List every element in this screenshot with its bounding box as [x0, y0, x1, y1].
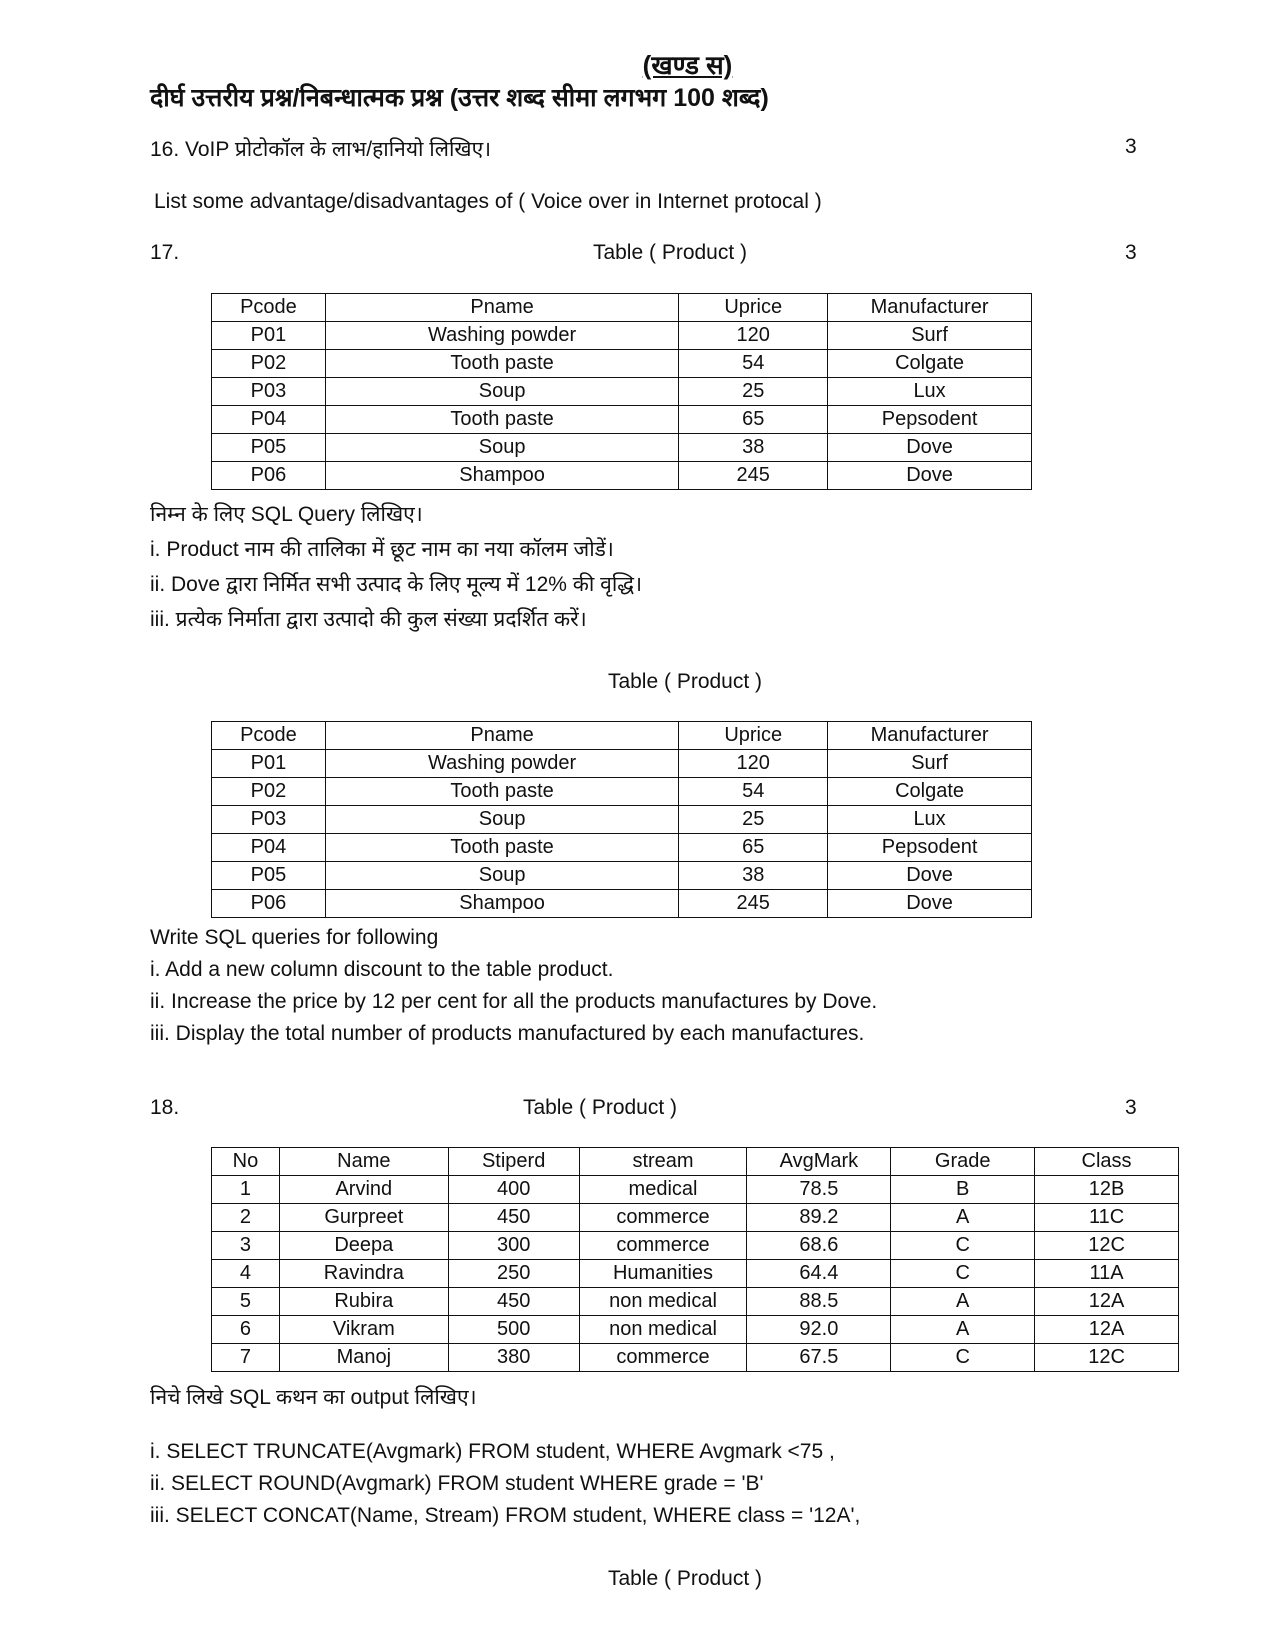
table-cell: Gurpreet — [279, 1204, 448, 1232]
q18-item: i. SELECT TRUNCATE(Avgmark) FROM student, WHERE Avgmark <75 , — [150, 1440, 835, 1463]
table-cell: 68.6 — [747, 1232, 891, 1260]
q17-product-table — [211, 293, 1032, 490]
table-cell: Pepsodent — [828, 834, 1032, 862]
column-header: stream — [579, 1148, 747, 1176]
table-cell: Lux — [828, 806, 1032, 834]
q17-english-item: ii. Increase the price by 12 per cent for all the products manufactures by Dove. — [150, 990, 878, 1013]
table-cell: commerce — [579, 1232, 747, 1260]
q17-hindi-item: ii. Dove द्वारा निर्मित सभी उत्पाद के लिए मूल्य में 12% की वृद्धि। — [150, 573, 643, 596]
table-cell: P01 — [212, 322, 326, 350]
table-row — [212, 378, 1032, 406]
table-cell: Surf — [828, 322, 1032, 350]
table-cell: A — [891, 1316, 1035, 1344]
table-cell: B — [891, 1176, 1035, 1204]
table-cell: 6 — [212, 1316, 280, 1344]
q18-hindi-intro: निचे लिखे SQL कथन का output लिखिए। — [150, 1386, 477, 1409]
table-cell: Colgate — [828, 778, 1032, 806]
table-cell: Colgate — [828, 350, 1032, 378]
table-cell: C — [891, 1260, 1035, 1288]
table-cell: 54 — [679, 778, 828, 806]
table-cell: 11A — [1035, 1260, 1179, 1288]
q16-english: List some advantage/disadvantages of ( Voice over in Internet protocal ) — [154, 190, 822, 213]
q18-marks: 3 — [1125, 1096, 1137, 1119]
table-cell: A — [891, 1288, 1035, 1316]
section-heading: दीर्घ उत्तरीय प्रश्न/निबन्धात्मक प्रश्न (उत्तर शब्द सीमा लगभग 100 शब्द) — [150, 84, 769, 112]
table-row — [212, 462, 1032, 490]
table-cell: 12B — [1035, 1176, 1179, 1204]
q16-marks: 3 — [1125, 135, 1137, 158]
table-cell: Humanities — [579, 1260, 747, 1288]
table-cell: Pepsodent — [828, 406, 1032, 434]
table-cell: 54 — [679, 350, 828, 378]
column-header: Manufacturer — [828, 722, 1032, 750]
table-row — [212, 750, 1032, 778]
table-cell: C — [891, 1344, 1035, 1372]
table-cell: 120 — [679, 750, 828, 778]
table-row — [212, 1232, 1179, 1260]
table-row — [212, 834, 1032, 862]
table-cell: 25 — [679, 378, 828, 406]
table-cell: Soup — [325, 862, 678, 890]
table-cell: 65 — [679, 834, 828, 862]
table-cell: C — [891, 1232, 1035, 1260]
table-cell: P02 — [212, 778, 326, 806]
table-cell: 450 — [448, 1204, 579, 1232]
table-cell: Vikram — [279, 1316, 448, 1344]
table-cell: P04 — [212, 406, 326, 434]
table-cell: 120 — [679, 322, 828, 350]
table-cell: non medical — [579, 1316, 747, 1344]
q17-hindi-intro: निम्न के लिए SQL Query लिखिए। — [150, 503, 423, 526]
q17-product-table-english — [211, 721, 1032, 918]
table-row — [212, 890, 1032, 918]
table-cell: P06 — [212, 462, 326, 490]
table-cell: 78.5 — [747, 1176, 891, 1204]
q18-student-table — [211, 1147, 1179, 1372]
q18-item: iii. SELECT CONCAT(Name, Stream) FROM student, WHERE class = '12A', — [150, 1504, 861, 1527]
column-header: Stiperd — [448, 1148, 579, 1176]
table-cell: Dove — [828, 890, 1032, 918]
q16-hindi: 16. VoIP प्रोटोकॉल के लाभ/हानियो लिखिए। — [150, 138, 492, 161]
table-cell: 7 — [212, 1344, 280, 1372]
section-title: (खण्ड स) — [642, 50, 733, 80]
table-cell: P05 — [212, 434, 326, 462]
table-cell: Soup — [325, 434, 678, 462]
table-cell: Deepa — [279, 1232, 448, 1260]
q17-english-intro: Write SQL queries for following — [150, 926, 439, 949]
table-cell: Tooth paste — [325, 834, 678, 862]
table-cell: 12A — [1035, 1316, 1179, 1344]
table-cell: 92.0 — [747, 1316, 891, 1344]
table-cell: Ravindra — [279, 1260, 448, 1288]
table-cell: Washing powder — [325, 750, 678, 778]
table-cell: Dove — [828, 462, 1032, 490]
column-header: Manufacturer — [828, 294, 1032, 322]
table-cell: Rubira — [279, 1288, 448, 1316]
table-cell: 250 — [448, 1260, 579, 1288]
table-cell: 12C — [1035, 1232, 1179, 1260]
table-cell: 245 — [679, 890, 828, 918]
table-cell: 64.4 — [747, 1260, 891, 1288]
column-header: Pname — [325, 722, 678, 750]
q17-table2-title: Table ( Product ) — [607, 670, 763, 693]
q17-english-item: i. Add a new column discount to the table product. — [150, 958, 614, 981]
table-cell: 450 — [448, 1288, 579, 1316]
table-cell: 89.2 — [747, 1204, 891, 1232]
q18-table2-title: Table ( Product ) — [607, 1567, 763, 1590]
table-cell: Soup — [325, 806, 678, 834]
table-row — [212, 1260, 1179, 1288]
table-cell: 400 — [448, 1176, 579, 1204]
q17-table-title: Table ( Product ) — [592, 241, 748, 264]
table-row — [212, 862, 1032, 890]
table-cell: 1 — [212, 1176, 280, 1204]
table-cell: Tooth paste — [325, 406, 678, 434]
q18-number: 18. — [150, 1096, 180, 1119]
table-cell: 67.5 — [747, 1344, 891, 1372]
column-header: Pcode — [212, 722, 326, 750]
table-row — [212, 1288, 1179, 1316]
table-cell: Soup — [325, 378, 678, 406]
column-header: Pname — [325, 294, 678, 322]
table-header-row — [212, 294, 1032, 322]
q17-hindi-item: iii. प्रत्येक निर्माता द्वारा उत्पादो की कुल संख्या प्रदर्शित करें। — [150, 608, 587, 631]
table-cell: non medical — [579, 1288, 747, 1316]
q17-marks: 3 — [1125, 241, 1137, 264]
column-header: No — [212, 1148, 280, 1176]
table-row — [212, 1344, 1179, 1372]
table-cell: P06 — [212, 890, 326, 918]
q18-table-title: Table ( Product ) — [522, 1096, 678, 1119]
table-header-row — [212, 722, 1032, 750]
table-cell: Dove — [828, 862, 1032, 890]
column-header: Pcode — [212, 294, 326, 322]
table-cell: Lux — [828, 378, 1032, 406]
table-cell: P02 — [212, 350, 326, 378]
table-cell: 3 — [212, 1232, 280, 1260]
table-cell: 245 — [679, 462, 828, 490]
q17-english-item: iii. Display the total number of products manufactured by each manufactures. — [150, 1022, 865, 1045]
column-header: Uprice — [679, 294, 828, 322]
table-cell: A — [891, 1204, 1035, 1232]
table-cell: 38 — [679, 862, 828, 890]
table-row — [212, 322, 1032, 350]
table-cell: Arvind — [279, 1176, 448, 1204]
table-cell: 88.5 — [747, 1288, 891, 1316]
q18-item: ii. SELECT ROUND(Avgmark) FROM student WHERE grade = 'B' — [150, 1472, 764, 1495]
table-cell: Dove — [828, 434, 1032, 462]
table-row — [212, 350, 1032, 378]
q17-number: 17. — [150, 241, 180, 264]
table-cell: commerce — [579, 1204, 747, 1232]
table-cell: Surf — [828, 750, 1032, 778]
table-cell: 380 — [448, 1344, 579, 1372]
table-cell: 500 — [448, 1316, 579, 1344]
table-cell: Shampoo — [325, 890, 678, 918]
table-row — [212, 406, 1032, 434]
table-row — [212, 1316, 1179, 1344]
table-cell: 2 — [212, 1204, 280, 1232]
table-row — [212, 1176, 1179, 1204]
column-header: Class — [1035, 1148, 1179, 1176]
table-cell: P05 — [212, 862, 326, 890]
table-row — [212, 806, 1032, 834]
q17-hindi-item: i. Product नाम की तालिका में छूट नाम का नया कॉलम जोडें। — [150, 538, 614, 561]
table-header-row — [212, 1148, 1179, 1176]
table-cell: Manoj — [279, 1344, 448, 1372]
table-cell: 4 — [212, 1260, 280, 1288]
table-cell: P03 — [212, 806, 326, 834]
table-cell: commerce — [579, 1344, 747, 1372]
column-header: AvgMark — [747, 1148, 891, 1176]
table-cell: medical — [579, 1176, 747, 1204]
table-cell: P04 — [212, 834, 326, 862]
table-cell: P01 — [212, 750, 326, 778]
table-row — [212, 1204, 1179, 1232]
table-cell: 12A — [1035, 1288, 1179, 1316]
column-header: Grade — [891, 1148, 1035, 1176]
column-header: Uprice — [679, 722, 828, 750]
table-row — [212, 778, 1032, 806]
table-cell: 25 — [679, 806, 828, 834]
column-header: Name — [279, 1148, 448, 1176]
table-cell: 12C — [1035, 1344, 1179, 1372]
table-cell: 38 — [679, 434, 828, 462]
table-cell: Tooth paste — [325, 778, 678, 806]
table-cell: 300 — [448, 1232, 579, 1260]
table-cell: P03 — [212, 378, 326, 406]
table-cell: 65 — [679, 406, 828, 434]
table-cell: 11C — [1035, 1204, 1179, 1232]
table-row — [212, 434, 1032, 462]
table-cell: Washing powder — [325, 322, 678, 350]
table-cell: Shampoo — [325, 462, 678, 490]
table-cell: Tooth paste — [325, 350, 678, 378]
table-cell: 5 — [212, 1288, 280, 1316]
